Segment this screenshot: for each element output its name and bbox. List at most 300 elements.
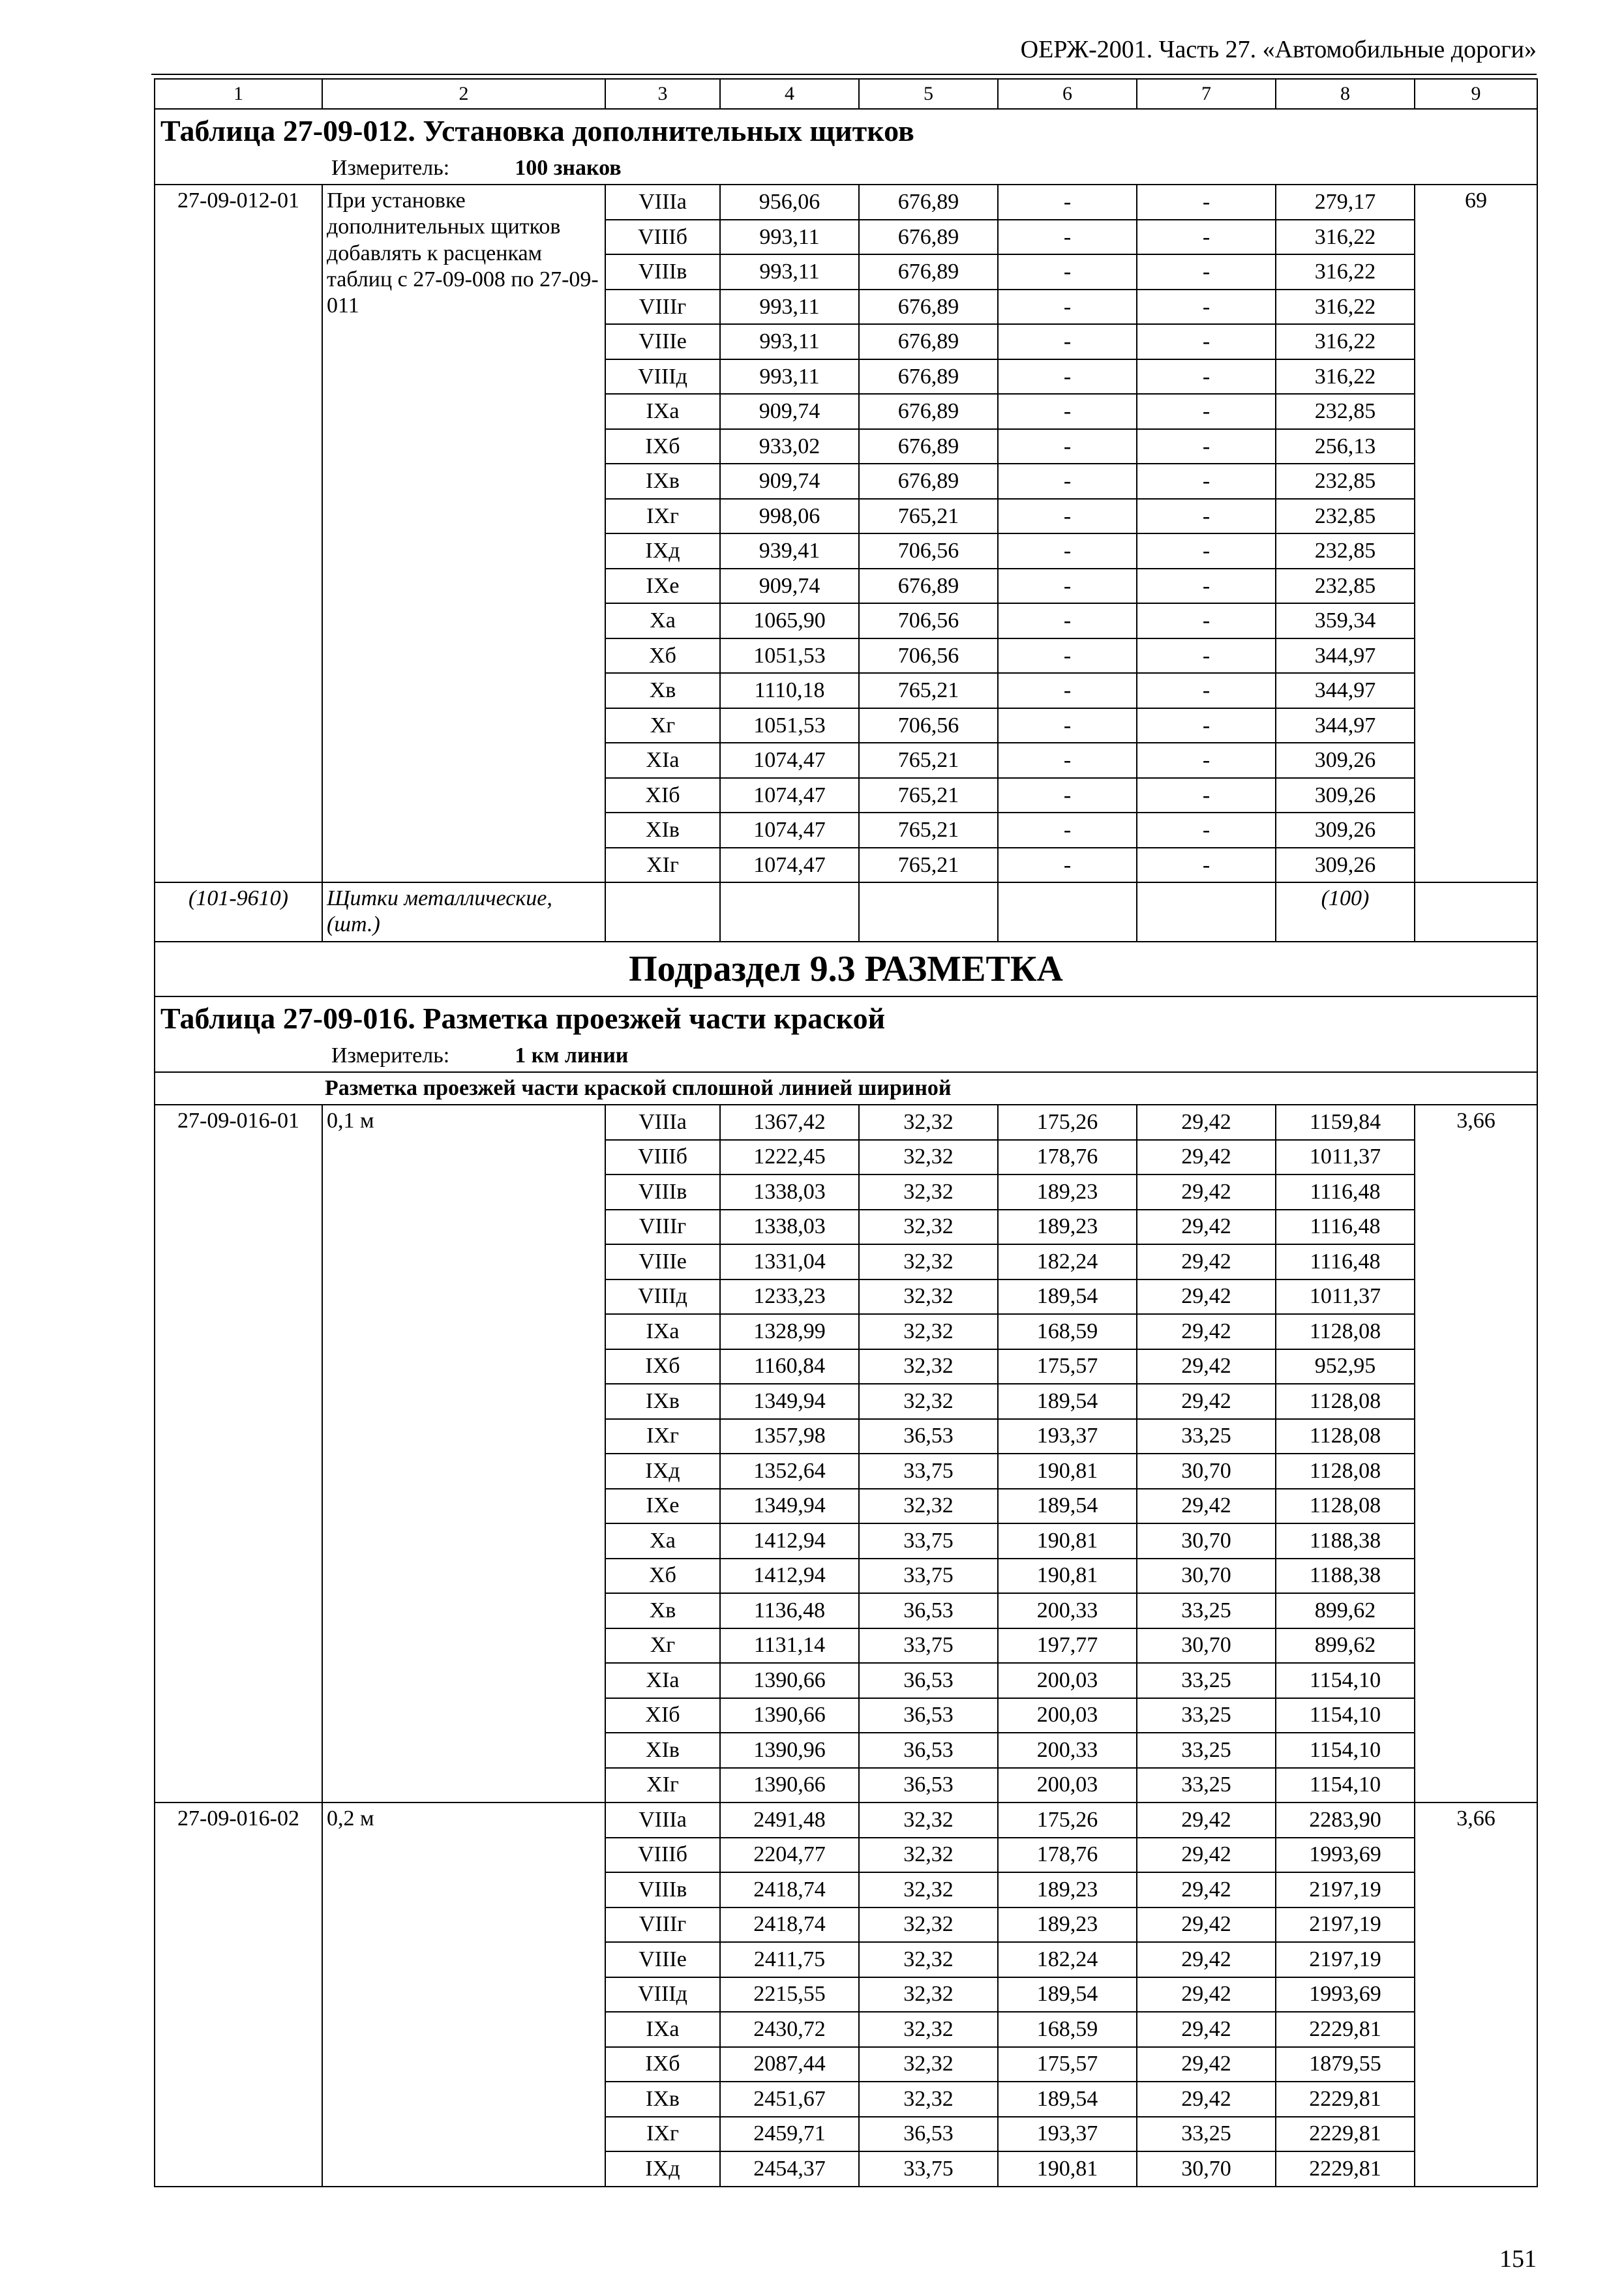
rate-value: 29,42 — [1137, 1314, 1276, 1349]
road-class: VIIIд — [605, 359, 720, 395]
rate-value: 232,85 — [1276, 533, 1415, 569]
rate-value: 32,32 — [859, 1908, 998, 1943]
road-class: XIв — [605, 1733, 720, 1768]
rate-value: 32,32 — [859, 1803, 998, 1838]
road-class: IXд — [605, 1454, 720, 1489]
rate-value: 30,70 — [1137, 1559, 1276, 1594]
rate-value: 32,32 — [859, 1872, 998, 1908]
table-row — [155, 1105, 1537, 1140]
road-class: VIIIв — [605, 1872, 720, 1908]
rate-value: 178,76 — [998, 1140, 1137, 1175]
subheading: Разметка проезжей части краской сплошной линией шириной — [155, 1072, 1537, 1105]
empty-cell — [1137, 882, 1276, 941]
col9-value: 3,66 — [1415, 1105, 1537, 1803]
rate-value: 1154,10 — [1276, 1663, 1415, 1698]
rate-value: 29,42 — [1137, 1349, 1276, 1384]
rate-value: 33,75 — [859, 1628, 998, 1664]
rate-value: 765,21 — [859, 673, 998, 708]
road-class: VIIIа — [605, 185, 720, 220]
rate-value: 168,59 — [998, 1314, 1137, 1349]
rate-value: 344,97 — [1276, 638, 1415, 674]
rate-value: 344,97 — [1276, 708, 1415, 743]
rate-value: 1222,45 — [720, 1140, 859, 1175]
table-body — [155, 79, 1537, 2187]
rate-value: 316,22 — [1276, 220, 1415, 255]
road-class: VIIIа — [605, 1105, 720, 1140]
table-title-row — [155, 996, 1537, 1040]
rate-value: 1331,04 — [720, 1244, 859, 1279]
road-class: IXв — [605, 1384, 720, 1419]
rate-value: 175,57 — [998, 2047, 1137, 2082]
rate-value: 993,11 — [720, 254, 859, 290]
resource-value: (100) — [1276, 882, 1415, 941]
rate-value: - — [1137, 813, 1276, 848]
rate-value: 36,53 — [859, 1733, 998, 1768]
column-number: 3 — [605, 79, 720, 109]
rate-value: 178,76 — [998, 1838, 1137, 1873]
road-class: VIIIд — [605, 1977, 720, 2012]
rate-value: 1051,53 — [720, 638, 859, 674]
rate-value: 190,81 — [998, 2151, 1137, 2187]
road-class: Xа — [605, 603, 720, 638]
rate-value: 190,81 — [998, 1559, 1137, 1594]
rate-value: 175,26 — [998, 1803, 1137, 1838]
rate-value: - — [998, 220, 1137, 255]
rate-code: 27-09-012-01 — [155, 185, 322, 882]
column-number: 2 — [322, 79, 605, 109]
rate-value: 29,42 — [1137, 1803, 1276, 1838]
rate-value: - — [998, 324, 1137, 359]
rate-value: 899,62 — [1276, 1593, 1415, 1628]
rate-value: - — [998, 743, 1137, 778]
rate-value: 1128,08 — [1276, 1314, 1415, 1349]
rate-value: 32,32 — [859, 2012, 998, 2047]
rate-value: 200,33 — [998, 1593, 1137, 1628]
rate-value: 2215,55 — [720, 1977, 859, 2012]
rate-name: 0,2 м — [322, 1803, 605, 2187]
rate-value: 1352,64 — [720, 1454, 859, 1489]
rate-value: - — [1137, 848, 1276, 883]
empty-cell — [859, 882, 998, 941]
rate-value: 29,42 — [1137, 1140, 1276, 1175]
road-class: VIIIв — [605, 1174, 720, 1210]
rate-value: 232,85 — [1276, 464, 1415, 499]
road-class: VIIIб — [605, 220, 720, 255]
meter-label: Измеритель: — [331, 156, 450, 181]
rate-value: 1128,08 — [1276, 1489, 1415, 1524]
road-class: IXд — [605, 533, 720, 569]
rate-value: 36,53 — [859, 1768, 998, 1803]
road-class: VIIIб — [605, 1838, 720, 1873]
rate-value: 1128,08 — [1276, 1384, 1415, 1419]
rate-value: 676,89 — [859, 464, 998, 499]
rate-value: 1233,23 — [720, 1279, 859, 1315]
rate-value: - — [1137, 743, 1276, 778]
rate-value: 189,23 — [998, 1908, 1137, 1943]
table-title: Таблица 27-09-016. Разметка проезжей части краской — [155, 996, 1537, 1040]
road-class: IXб — [605, 429, 720, 464]
rate-value: 2197,19 — [1276, 1942, 1415, 1977]
road-class: VIIIе — [605, 1942, 720, 1977]
road-class: XIв — [605, 813, 720, 848]
road-class: IXв — [605, 464, 720, 499]
rate-value: 33,25 — [1137, 1593, 1276, 1628]
column-number: 4 — [720, 79, 859, 109]
rates-table — [154, 78, 1538, 2187]
rate-value: 1110,18 — [720, 673, 859, 708]
rate-value: 32,32 — [859, 1105, 998, 1140]
road-class: IXг — [605, 2117, 720, 2152]
rate-value: 1338,03 — [720, 1210, 859, 1245]
rate-value: 32,32 — [859, 1210, 998, 1245]
resource-row — [155, 882, 1537, 941]
rate-value: 1136,48 — [720, 1593, 859, 1628]
rate-value: 359,34 — [1276, 603, 1415, 638]
rate-value: 2459,71 — [720, 2117, 859, 2152]
rate-value: 29,42 — [1137, 1279, 1276, 1315]
rate-value: 30,70 — [1137, 2151, 1276, 2187]
column-number-row — [155, 79, 1537, 109]
rate-value: 30,70 — [1137, 1523, 1276, 1559]
rate-code: 27-09-016-02 — [155, 1803, 322, 2187]
rate-value: 1188,38 — [1276, 1559, 1415, 1594]
rate-value: - — [1137, 254, 1276, 290]
meter-row — [155, 1040, 1537, 1072]
road-class: Xг — [605, 708, 720, 743]
rate-value: 1328,99 — [720, 1314, 859, 1349]
rate-value: 200,03 — [998, 1768, 1137, 1803]
rate-value: 189,54 — [998, 1384, 1137, 1419]
rate-value: 676,89 — [859, 290, 998, 325]
rate-value: 32,32 — [859, 1279, 998, 1315]
rate-value: 1159,84 — [1276, 1105, 1415, 1140]
rate-value: 939,41 — [720, 533, 859, 569]
rate-value: 29,42 — [1137, 2082, 1276, 2117]
rate-value: 1349,94 — [720, 1489, 859, 1524]
rate-value: - — [998, 813, 1137, 848]
col9-value: 3,66 — [1415, 1803, 1537, 2187]
meter-value: 1 км линии — [515, 1043, 629, 1068]
road-class: IXа — [605, 1314, 720, 1349]
rate-value: - — [1137, 464, 1276, 499]
rate-value: 2491,48 — [720, 1803, 859, 1838]
rate-value: 1154,10 — [1276, 1733, 1415, 1768]
rate-value: 2229,81 — [1276, 2151, 1415, 2187]
rate-value: 316,22 — [1276, 324, 1415, 359]
rate-value: 2454,37 — [720, 2151, 859, 2187]
column-number: 8 — [1276, 79, 1415, 109]
page-number: 151 — [1499, 2245, 1537, 2273]
rate-value: 36,53 — [859, 1698, 998, 1733]
rate-value: 1390,66 — [720, 1768, 859, 1803]
rate-value: 32,32 — [859, 1384, 998, 1419]
rate-value: 676,89 — [859, 569, 998, 604]
rate-value: 193,37 — [998, 1419, 1137, 1454]
rate-value: 1116,48 — [1276, 1210, 1415, 1245]
table-row — [155, 1803, 1537, 1838]
rate-value: 765,21 — [859, 778, 998, 813]
rate-value: 2197,19 — [1276, 1908, 1415, 1943]
rate-value: 33,75 — [859, 1523, 998, 1559]
rate-value: 182,24 — [998, 1942, 1137, 1977]
rate-value: 33,75 — [859, 2151, 998, 2187]
rate-value: 1338,03 — [720, 1174, 859, 1210]
rate-value: 309,26 — [1276, 778, 1415, 813]
rate-value: 706,56 — [859, 603, 998, 638]
rate-value: 190,81 — [998, 1454, 1137, 1489]
road-class: VIIIг — [605, 290, 720, 325]
rate-name: 0,1 м — [322, 1105, 605, 1803]
rate-value: 36,53 — [859, 2117, 998, 2152]
rate-value: 193,37 — [998, 2117, 1137, 2152]
table-row — [155, 185, 1537, 220]
rate-value: 168,59 — [998, 2012, 1137, 2047]
rate-value: 29,42 — [1137, 2012, 1276, 2047]
rate-value: 32,32 — [859, 1140, 998, 1175]
column-number: 7 — [1137, 79, 1276, 109]
rate-value: 1116,48 — [1276, 1244, 1415, 1279]
section-title: Подраздел 9.3 РАЗМЕТКА — [155, 942, 1537, 996]
road-class: Xа — [605, 1523, 720, 1559]
running-header: ОЕРЖ-2001. Часть 27. «Автомобильные дороги» — [1020, 36, 1537, 63]
rate-value: 32,32 — [859, 1942, 998, 1977]
rate-value: 1116,48 — [1276, 1174, 1415, 1210]
meter-value: 100 знаков — [515, 156, 622, 181]
road-class: Xг — [605, 1628, 720, 1664]
rate-value: 175,26 — [998, 1105, 1137, 1140]
rate-value: 29,42 — [1137, 1244, 1276, 1279]
rate-value: 1074,47 — [720, 813, 859, 848]
road-class: IXе — [605, 1489, 720, 1524]
rate-value: 676,89 — [859, 359, 998, 395]
rate-value: 933,02 — [720, 429, 859, 464]
rate-value: 33,25 — [1137, 1419, 1276, 1454]
rate-value: 32,32 — [859, 1838, 998, 1873]
rate-value: 189,23 — [998, 1872, 1137, 1908]
road-class: XIа — [605, 743, 720, 778]
rate-value: 197,77 — [998, 1628, 1137, 1664]
rate-value: - — [998, 603, 1137, 638]
rate-value: 279,17 — [1276, 185, 1415, 220]
rate-value: 200,33 — [998, 1733, 1137, 1768]
rate-value: 344,97 — [1276, 673, 1415, 708]
section-title-row — [155, 942, 1537, 996]
rate-value: 36,53 — [859, 1593, 998, 1628]
col9-value: 69 — [1415, 185, 1537, 882]
rate-value: 1065,90 — [720, 603, 859, 638]
rate-value: 909,74 — [720, 569, 859, 604]
rate-value: 2229,81 — [1276, 2082, 1415, 2117]
rate-name: При установке дополнительных щитков добавлять к расценкам таблиц с 27-09-008 по 27-09-011 — [322, 185, 605, 882]
rate-value: 309,26 — [1276, 848, 1415, 883]
rate-value: 309,26 — [1276, 743, 1415, 778]
rate-value: 765,21 — [859, 813, 998, 848]
rate-value: - — [998, 848, 1137, 883]
rate-value: 2451,67 — [720, 2082, 859, 2117]
rate-value: 309,26 — [1276, 813, 1415, 848]
rate-value: 189,54 — [998, 2082, 1137, 2117]
resource-name: Щитки металлические, (шт.) — [322, 882, 605, 941]
rate-value: 1412,94 — [720, 1559, 859, 1594]
rate-value: 29,42 — [1137, 1174, 1276, 1210]
rate-value: 2283,90 — [1276, 1803, 1415, 1838]
rate-value: 2197,19 — [1276, 1872, 1415, 1908]
rate-value: 1011,37 — [1276, 1279, 1415, 1315]
column-number: 1 — [155, 79, 322, 109]
rate-value: 30,70 — [1137, 1454, 1276, 1489]
rate-value: 33,25 — [1137, 2117, 1276, 2152]
rate-value: - — [998, 673, 1137, 708]
rate-value: - — [1137, 394, 1276, 429]
rate-value: 29,42 — [1137, 1872, 1276, 1908]
rate-value: 36,53 — [859, 1663, 998, 1698]
rate-value: 189,23 — [998, 1210, 1137, 1245]
empty-cell — [998, 882, 1137, 941]
rate-value: - — [1137, 673, 1276, 708]
road-class: Xв — [605, 673, 720, 708]
rate-value: 29,42 — [1137, 1977, 1276, 2012]
rate-value: 2229,81 — [1276, 2012, 1415, 2047]
meter-label: Измеритель: — [331, 1043, 450, 1068]
rate-value: 1051,53 — [720, 708, 859, 743]
rate-value: 1128,08 — [1276, 1454, 1415, 1489]
rate-value: 1412,94 — [720, 1523, 859, 1559]
rate-value: 676,89 — [859, 220, 998, 255]
rate-value: 676,89 — [859, 185, 998, 220]
rate-value: 676,89 — [859, 394, 998, 429]
road-class: Xб — [605, 638, 720, 674]
road-class: IXа — [605, 2012, 720, 2047]
road-class: Xв — [605, 1593, 720, 1628]
rate-value: - — [1137, 220, 1276, 255]
rate-value: - — [998, 778, 1137, 813]
road-class: XIг — [605, 1768, 720, 1803]
rate-value: - — [998, 290, 1137, 325]
rate-value: 676,89 — [859, 324, 998, 359]
rate-value: 32,32 — [859, 1174, 998, 1210]
column-number: 6 — [998, 79, 1137, 109]
rate-value: - — [1137, 533, 1276, 569]
road-class: XIб — [605, 778, 720, 813]
rate-value: 29,42 — [1137, 1210, 1276, 1245]
rate-value: 32,32 — [859, 1489, 998, 1524]
empty-cell — [1415, 882, 1537, 941]
rate-value: 232,85 — [1276, 569, 1415, 604]
rate-value: - — [1137, 708, 1276, 743]
rate-value: 232,85 — [1276, 394, 1415, 429]
meter-row-cell — [155, 1040, 1537, 1072]
rate-value: - — [1137, 638, 1276, 674]
rate-value: 32,32 — [859, 1314, 998, 1349]
rate-value: 32,32 — [859, 1349, 998, 1384]
rate-value: 200,03 — [998, 1663, 1137, 1698]
road-class: IXг — [605, 499, 720, 534]
road-class: IXг — [605, 1419, 720, 1454]
rate-value: 33,75 — [859, 1454, 998, 1489]
rate-value: 29,42 — [1137, 1489, 1276, 1524]
rate-value: 175,57 — [998, 1349, 1137, 1384]
rate-value: 256,13 — [1276, 429, 1415, 464]
rate-value: 316,22 — [1276, 290, 1415, 325]
rate-value: 993,11 — [720, 359, 859, 395]
road-class: IXд — [605, 2151, 720, 2187]
rate-value: 36,53 — [859, 1419, 998, 1454]
rate-value: - — [1137, 324, 1276, 359]
rate-value: 316,22 — [1276, 359, 1415, 395]
road-class: IXв — [605, 2082, 720, 2117]
rate-value: - — [1137, 359, 1276, 395]
rate-value: 33,25 — [1137, 1768, 1276, 1803]
rate-value: 190,81 — [998, 1523, 1137, 1559]
rate-value: 676,89 — [859, 429, 998, 464]
rate-value: 706,56 — [859, 708, 998, 743]
rate-value: 33,25 — [1137, 1698, 1276, 1733]
rate-value: 189,54 — [998, 1279, 1137, 1315]
rate-value: 1993,69 — [1276, 1838, 1415, 1873]
rate-value: 993,11 — [720, 324, 859, 359]
rate-value: 189,23 — [998, 1174, 1137, 1210]
rate-value: 2087,44 — [720, 2047, 859, 2082]
rate-value: 1188,38 — [1276, 1523, 1415, 1559]
rate-value: - — [998, 429, 1137, 464]
rate-value: 33,75 — [859, 1559, 998, 1594]
rate-value: - — [998, 708, 1137, 743]
rate-value: - — [998, 394, 1137, 429]
rate-value: 1879,55 — [1276, 2047, 1415, 2082]
road-class: IXа — [605, 394, 720, 429]
empty-cell — [605, 882, 720, 941]
road-class: VIIIа — [605, 1803, 720, 1838]
rate-value: 1154,10 — [1276, 1698, 1415, 1733]
rate-value: 189,54 — [998, 1977, 1137, 2012]
road-class: VIIIе — [605, 324, 720, 359]
road-class: XIа — [605, 1663, 720, 1698]
rate-value: - — [1137, 603, 1276, 638]
rate-value: 2430,72 — [720, 2012, 859, 2047]
rate-value: 1074,47 — [720, 778, 859, 813]
rate-value: - — [1137, 569, 1276, 604]
rate-value: 232,85 — [1276, 499, 1415, 534]
road-class: VIIIв — [605, 254, 720, 290]
rate-value: 189,54 — [998, 1489, 1137, 1524]
rate-value: 1011,37 — [1276, 1140, 1415, 1175]
rate-value: 33,25 — [1137, 1663, 1276, 1698]
road-class: VIIIе — [605, 1244, 720, 1279]
rate-value: - — [1137, 290, 1276, 325]
rate-value: 993,11 — [720, 290, 859, 325]
resource-code: (101-9610) — [155, 882, 322, 941]
rate-value: 1390,96 — [720, 1733, 859, 1768]
rate-value: 765,21 — [859, 743, 998, 778]
rate-value: - — [1137, 185, 1276, 220]
rate-value: - — [998, 359, 1137, 395]
rate-value: - — [1137, 429, 1276, 464]
road-class: Xб — [605, 1559, 720, 1594]
rate-value: - — [998, 185, 1137, 220]
rate-value: 1367,42 — [720, 1105, 859, 1140]
rate-value: 182,24 — [998, 1244, 1137, 1279]
rate-value: 1349,94 — [720, 1384, 859, 1419]
rate-value: 1131,14 — [720, 1628, 859, 1664]
road-class: VIIIд — [605, 1279, 720, 1315]
rate-value: 316,22 — [1276, 254, 1415, 290]
rate-value: 29,42 — [1137, 1105, 1276, 1140]
rate-value: 1390,66 — [720, 1698, 859, 1733]
rate-value: 2411,75 — [720, 1942, 859, 1977]
table-title: Таблица 27-09-012. Установка дополнительных щитков — [155, 109, 1537, 153]
rate-value: - — [998, 533, 1137, 569]
rate-value: 29,42 — [1137, 1838, 1276, 1873]
